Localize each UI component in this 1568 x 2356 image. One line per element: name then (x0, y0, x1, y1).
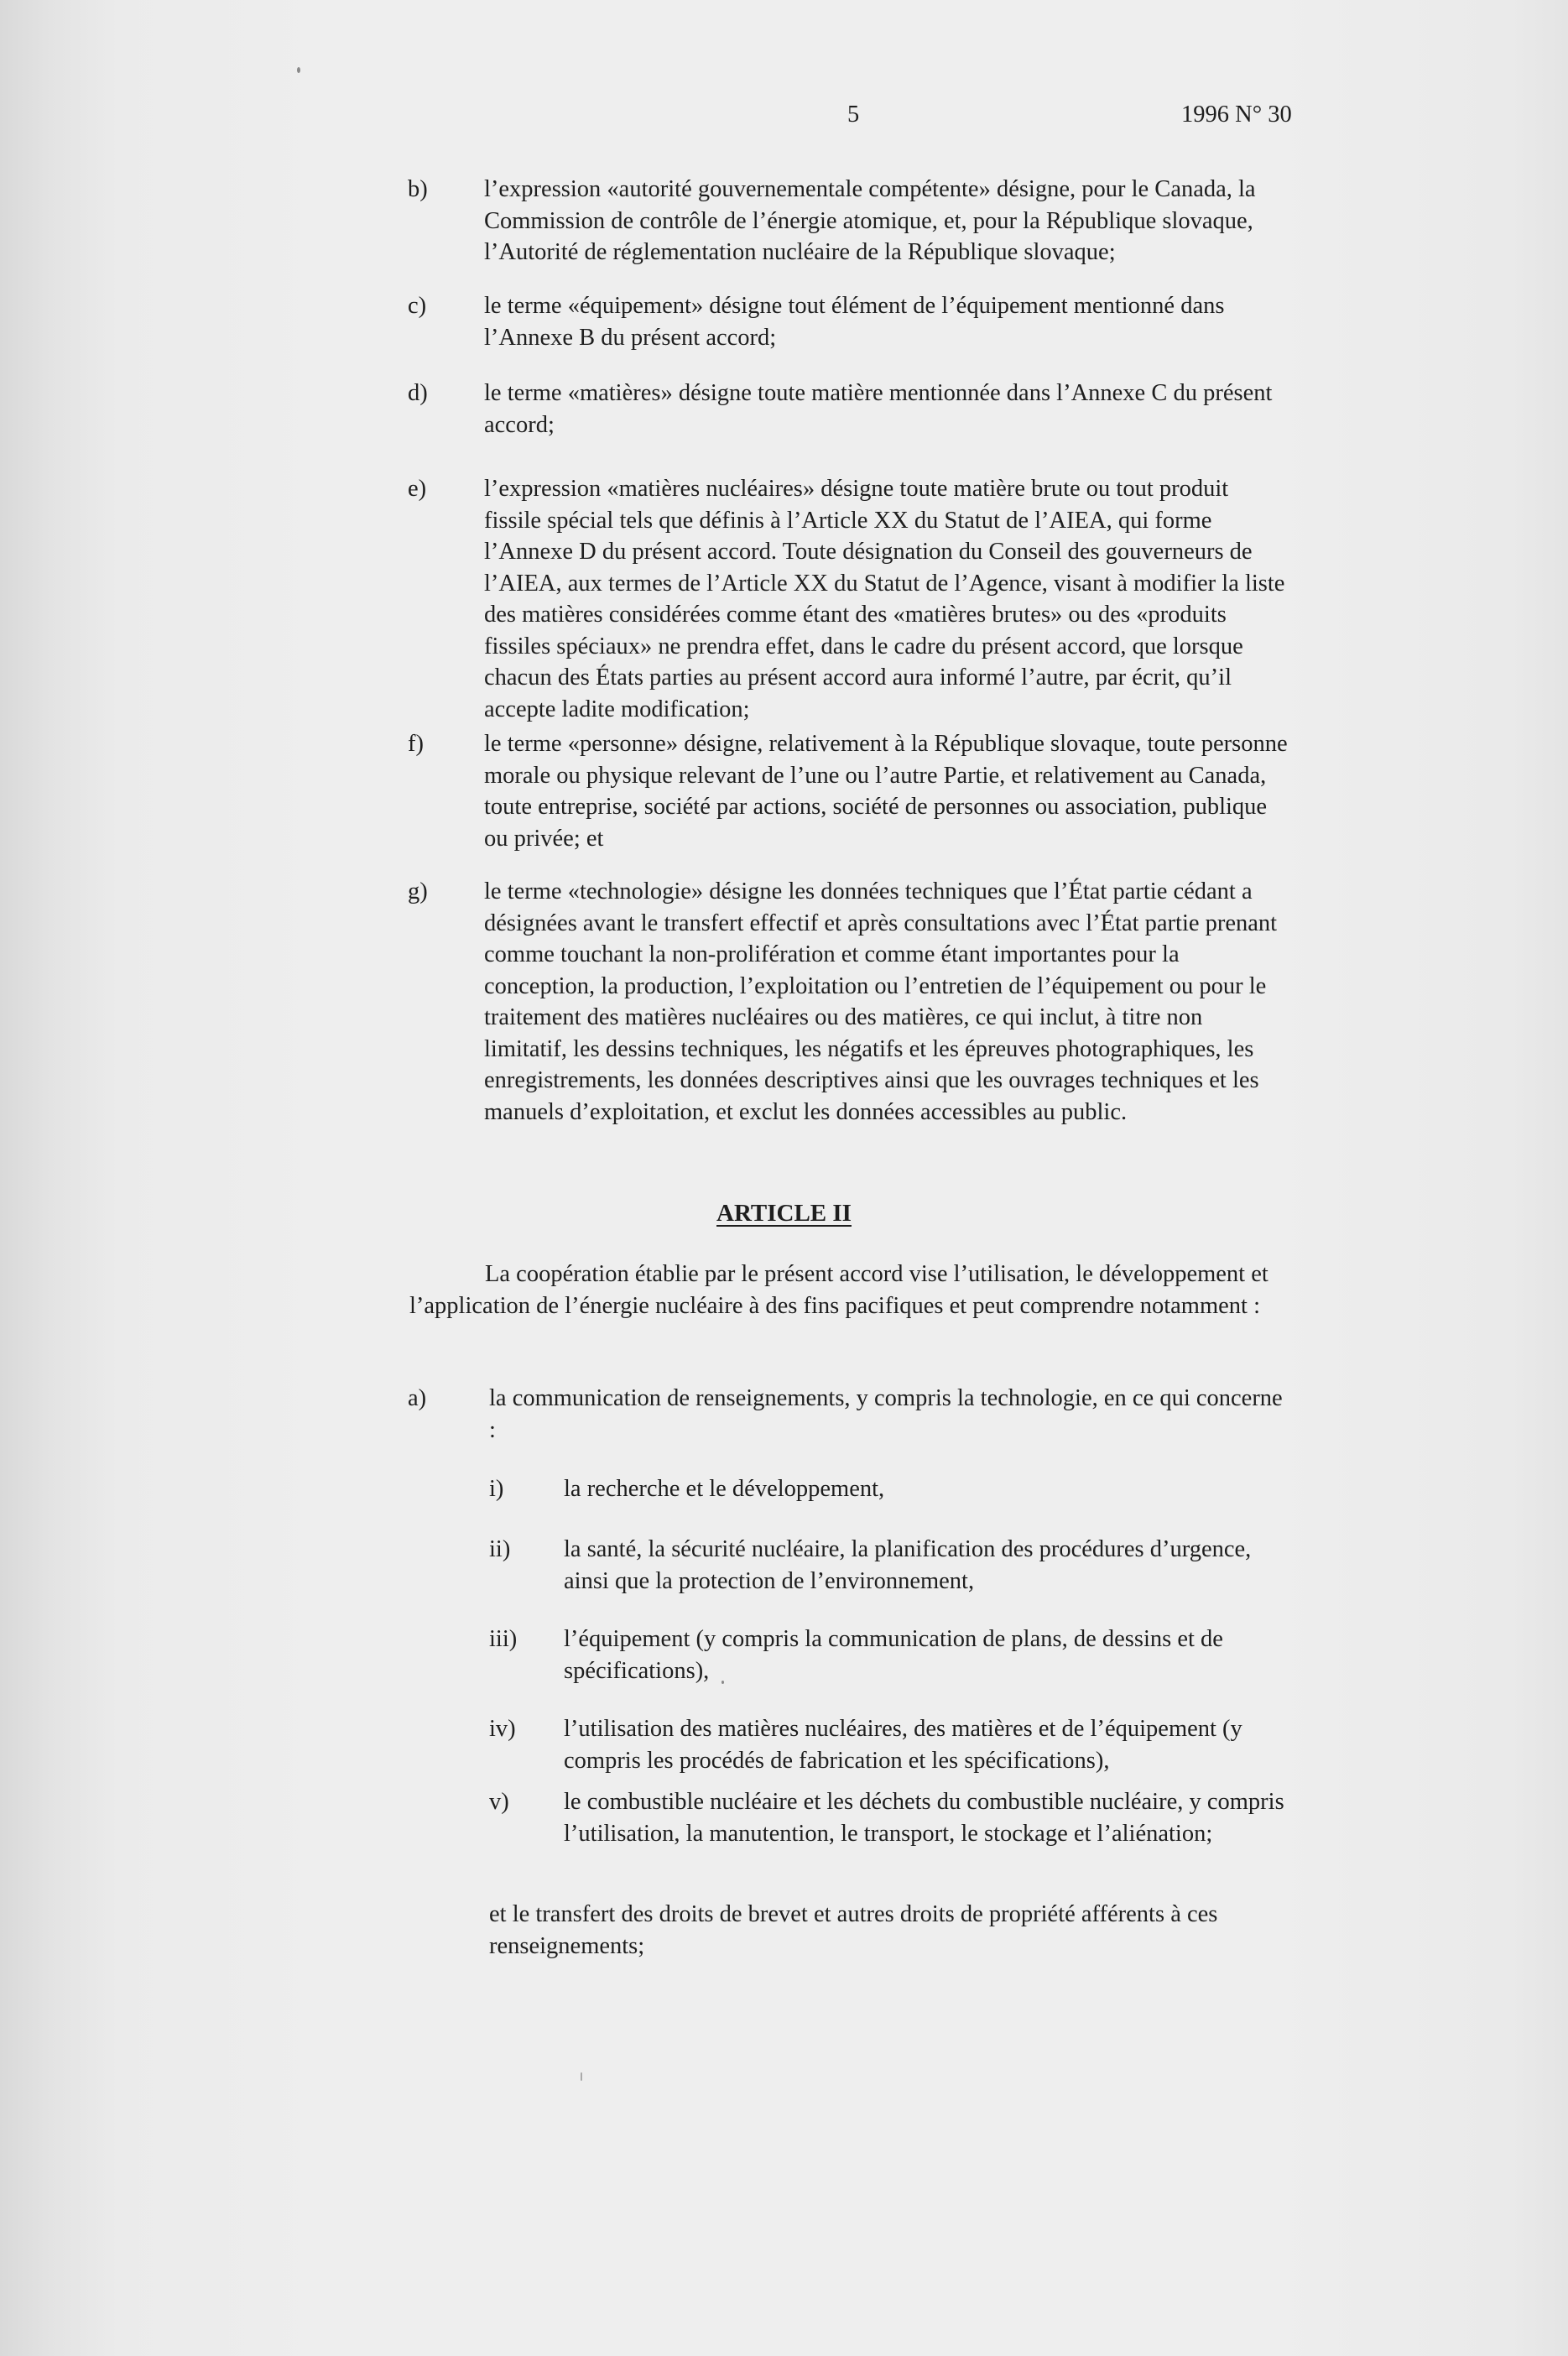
item-text: la communication de renseignements, y compris la technologie, en ce qui concerne : (489, 1385, 1283, 1443)
subitem-label: i) (489, 1476, 504, 1502)
item-label: c) (408, 293, 427, 319)
document-reference: 1996 N° 30 (1181, 102, 1292, 128)
item-label: a) (408, 1385, 427, 1411)
subitem-text: l’équipement (y compris la communication de plans, de dessins et de spécifications), (564, 1626, 1223, 1684)
item-label: f) (408, 731, 424, 757)
subitem-label: v) (489, 1789, 509, 1815)
subitem-text: l’utilisation des matières nucléaires, des matières et de l’équipement (y compris les procédés de fabrication et les spécifications), (564, 1716, 1242, 1774)
subitem-label: iv) (489, 1716, 516, 1742)
item-label: d) (408, 380, 428, 406)
item-text: le terme «personne» désigne, relativement à la République slovaque, toute personne morale ou physique relevant de l’une ou l’autre Partie, et relativement au Canada, toute entreprise, société par actions, société de personnes ou association, publique ou privée; et (484, 731, 1288, 852)
page-header (0, 99, 1568, 133)
item-text: le terme «matières» désigne toute matière mentionnée dans l’Annexe C du présent accord; (484, 380, 1273, 438)
scan-speck (581, 2072, 582, 2081)
subitem-label: ii) (489, 1536, 511, 1562)
item-text: le terme «équipement» désigne tout élément de l’équipement mentionné dans l’Annexe B du présent accord; (484, 293, 1225, 351)
page-number: 5 (847, 102, 860, 128)
subitem-label: iii) (489, 1626, 518, 1652)
scan-speck (297, 67, 300, 73)
subitem-text: la recherche et le développement, (564, 1476, 885, 1502)
item-label: e) (408, 476, 427, 502)
item-label: g) (408, 878, 428, 904)
subitem-text: le combustible nucléaire et les déchets du combustible nucléaire, y compris l’utilisation, la manutention, le transport, le stockage et l’aliénation; (564, 1789, 1284, 1847)
article-intro: La coopération établie par le présent accord vise l’utilisation, le développement et l’application de l’énergie nucléaire à des fins pacifiques et peut comprendre notamment : (409, 1261, 1268, 1319)
item-label: b) (408, 176, 428, 202)
item-text: l’expression «autorité gouvernementale compétente» désigne, pour le Canada, la Commission de contrôle de l’énergie atomique, et, pour la République slovaque, l’Autorité de réglementation nucléaire de la République slovaque; (484, 176, 1256, 265)
article-closing: et le transfert des droits de brevet et autres droits de propriété afférents à ces renseignements; (489, 1901, 1218, 1959)
item-text: le terme «technologie» désigne les données techniques que l’État partie cédant a désignées avant le transfert effectif et après consultations avec l’État partie prenant comme touchant la non-prolifération et comme étant importantes pour la conception, la production, l’exploitation ou l’entretien de l’équipement ou pour le traitement des matières nucléaires ou des matières, ce qui inclut, à titre non limitatif, les dessins techniques, les négatifs et les épreuves photographiques, les enregistrements, les données descriptives ainsi que les ouvrages techniques et les manuels d’exploitation, et exclut les données accessibles au public. (484, 878, 1278, 1125)
article-heading: ARTICLE II (716, 1200, 852, 1227)
item-text: l’expression «matières nucléaires» désigne toute matière brute ou tout produit fissile spécial tels que définis à l’Article XX du Statut de l’AIEA, qui forme l’Annexe D du présent accord. Toute désignation du Conseil des gouverneurs de l’AIEA, aux termes de l’Article XX du Statut de l’Agence, visant à modifier la liste des matières considérées comme étant des «matières brutes» ou des «produits fissiles spéciaux» ne prendra effet, dans le cadre du présent accord, que lorsque chacun des États parties au présent accord aura informé l’autre, par écrit, qu’il accepte ladite modification; (484, 476, 1285, 722)
subitem-text: la santé, la sécurité nucléaire, la planification des procédures d’urgence, ainsi que la protection de l’environnement, (564, 1536, 1252, 1594)
scan-speck (721, 1681, 724, 1684)
